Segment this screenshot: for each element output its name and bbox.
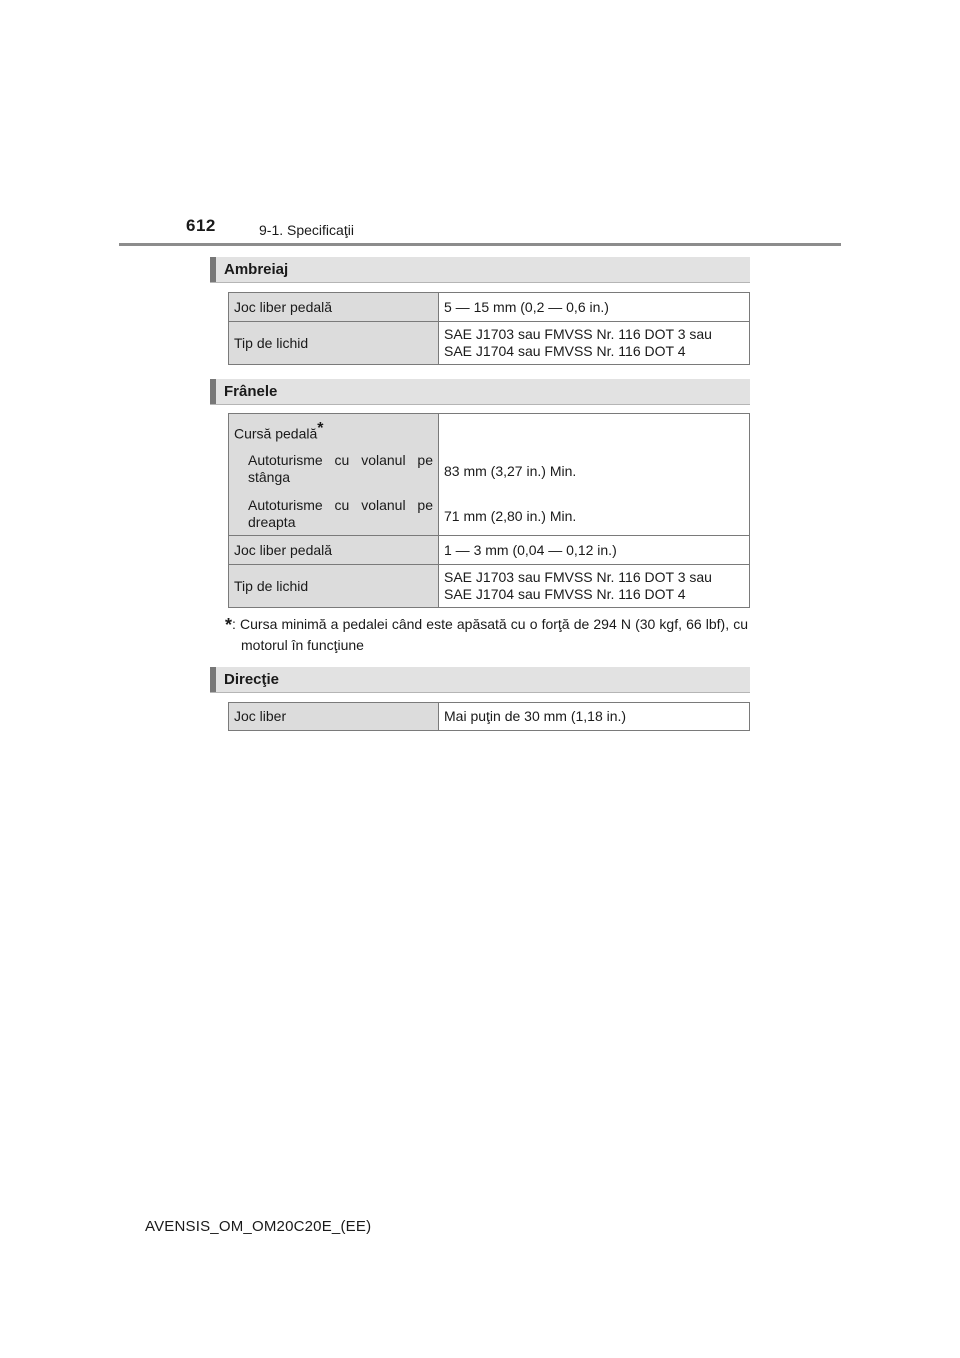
brake-fluid-value — [439, 565, 750, 608]
left-hand-value: 83 mm (3,27 in.) Min. — [444, 463, 577, 479]
section-accent-bar — [210, 667, 216, 692]
brake-free-play-label: Joc liber pedală — [229, 536, 439, 565]
brake-fluid-value-line2: SAE J1704 sau FMVSS Nr. 116 DOT 4 — [444, 586, 686, 602]
clutch-fluid-value-line1: SAE J1703 sau FMVSS Nr. 116 DOT 3 sau — [444, 326, 712, 342]
section-title-steering: Direcţie — [224, 671, 280, 688]
pedal-travel-label: Cursă pedală — [234, 425, 318, 442]
right-hand-value: 71 mm (2,80 in.) Min. — [444, 508, 577, 524]
section-header-clutch — [210, 257, 750, 283]
table-row — [229, 293, 750, 322]
clutch-free-play-label: Joc liber pedală — [229, 293, 439, 322]
pedal-travel-footnote — [225, 614, 748, 655]
pedal-travel-star: * — [317, 420, 324, 437]
brakes-spec-table — [228, 413, 750, 608]
right-hand-label: Autoturisme cu volanul pe dreapta — [248, 497, 433, 530]
pedal-travel-values — [439, 414, 750, 536]
clutch-spec-table — [228, 292, 750, 365]
document-code: AVENSIS_OM_OM20C20E_(EE) — [145, 1218, 372, 1235]
header-divider — [119, 243, 841, 246]
pedal-travel-cell — [229, 414, 439, 536]
pedal-travel-heading — [234, 420, 433, 446]
table-row — [229, 414, 750, 536]
steering-free-play-value: Mai puţin de 30 mm (1,18 in.) — [439, 703, 750, 731]
section-accent-bar — [210, 379, 216, 404]
section-title-clutch: Ambreiaj — [224, 261, 289, 278]
table-row — [229, 703, 750, 731]
clutch-free-play-value: 5 — 15 mm (0,2 — 0,6 in.) — [439, 293, 750, 322]
chapter-title: 9-1. Specificaţii — [259, 222, 354, 238]
left-hand-label: Autoturisme cu volanul pe stânga — [248, 452, 433, 485]
page-number: 612 — [186, 216, 216, 235]
section-header-brakes — [210, 379, 750, 405]
section-accent-bar — [210, 257, 216, 282]
clutch-fluid-value-line2: SAE J1704 sau FMVSS Nr. 116 DOT 4 — [444, 343, 686, 359]
clutch-fluid-value — [439, 322, 750, 365]
section-title-brakes: Frânele — [224, 383, 278, 400]
brake-fluid-value-line1: SAE J1703 sau FMVSS Nr. 116 DOT 3 sau — [444, 569, 712, 585]
brake-fluid-label: Tip de lichid — [229, 565, 439, 608]
footnote-text: : Cursa minimă a pedalei când este apăsată cu o forţă de 294 N (30 kgf, 66 lbf), cu motorul în funcţiune — [232, 616, 748, 653]
table-row — [229, 322, 750, 365]
steering-spec-table — [228, 702, 750, 731]
table-row — [229, 536, 750, 565]
brake-free-play-value: 1 — 3 mm (0,04 — 0,12 in.) — [439, 536, 750, 565]
steering-free-play-label: Joc liber — [229, 703, 439, 731]
pedal-travel-spacer — [444, 420, 744, 446]
section-header-steering — [210, 667, 750, 693]
table-row — [229, 565, 750, 608]
clutch-fluid-label: Tip de lichid — [229, 322, 439, 365]
footnote-star: * — [225, 615, 233, 635]
